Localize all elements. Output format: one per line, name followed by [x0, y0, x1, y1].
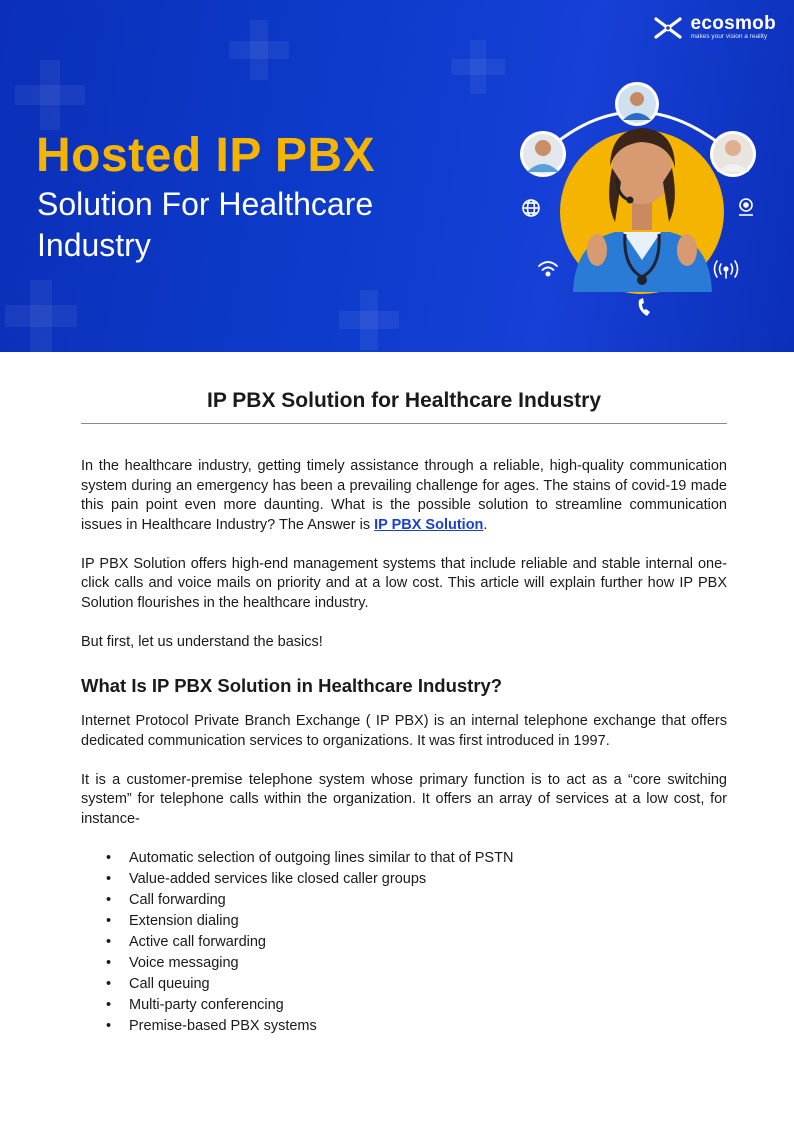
logo-name: ecosmob: [690, 13, 776, 34]
healthcare-communication-illustration: [505, 82, 785, 322]
decor-plus: [5, 305, 77, 327]
webcam-icon: [739, 199, 753, 215]
list-item: • Call queuing: [129, 974, 727, 995]
ip-pbx-solution-link[interactable]: IP PBX Solution: [374, 516, 484, 533]
hero-banner: [0, 0, 794, 352]
paragraph-4: Internet Protocol Private Branch Exchange ( IP PBX) is an internal telephone exchange that offers dedicated communication services to organizations. It was first introduced in 1997.: [81, 713, 727, 749]
services-list: [81, 848, 727, 1037]
paragraph-3: But first, let us understand the basics!: [81, 633, 323, 650]
list-item: • Value-added services like closed caller groups: [129, 869, 727, 890]
avatar-right: [710, 131, 756, 177]
decor-plus: [229, 41, 289, 59]
ecosmob-logo-icon: [652, 15, 684, 41]
avatar-left: [520, 131, 566, 177]
globe-icon: [523, 200, 539, 216]
hero-title: Hosted IP PBX: [36, 129, 376, 182]
section-heading: What Is IP PBX Solution in Healthcare Industry?: [81, 675, 503, 696]
phone-icon: [639, 298, 650, 316]
decor-plus: [15, 85, 85, 105]
list-item: • Multi-party conferencing: [129, 995, 727, 1016]
decor-plus: [451, 59, 505, 75]
list-item: • Premise-based PBX systems: [129, 1016, 727, 1037]
wifi-icon: [539, 262, 557, 276]
list-item: • Voice messaging: [129, 953, 727, 974]
hero-subtitle: Solution For Healthcare Industry: [37, 186, 374, 263]
paragraph-2: IP PBX Solution offers high-end management systems that include reliable and stable internal one-click calls and voice mails on priority and at a low cost. This article will explain further how IP PBX Solution flourishes in the healthcare industry.: [81, 555, 727, 611]
intro-end: .: [483, 516, 488, 533]
article: [81, 388, 727, 1037]
article-title: IP PBX Solution for Healthcare Industry: [81, 388, 727, 424]
list-item: • Extension dialing: [129, 911, 727, 932]
list-item: • Active call forwarding: [129, 932, 727, 953]
avatar-top: [615, 82, 659, 126]
list-item: • Automatic selection of outgoing lines similar to that of PSTN: [129, 848, 727, 869]
logo-tagline: makes your vision a reality: [690, 33, 768, 40]
paragraph-5: It is a customer-premise telephone system whose primary function is to act as a “core switching system” for telephone calls within the organization. It offers an array of services at a low cost, for instance-: [81, 771, 727, 827]
signal-icon: [715, 261, 738, 278]
intro-text: In the healthcare industry, getting timely assistance through a reliable, high-quality communication system during an emergency has been a prevailing challenge for ages. The stains of covid-19 made this pain point even more daunting. What is the possible solution to streamline communication issues in Healthcare Industry? The Answer is: [81, 458, 727, 533]
list-item: • Call forwarding: [129, 890, 727, 911]
ecosmob-logo[interactable]: [652, 14, 776, 41]
decor-plus: [339, 311, 399, 329]
intro-paragraph: [81, 457, 727, 535]
